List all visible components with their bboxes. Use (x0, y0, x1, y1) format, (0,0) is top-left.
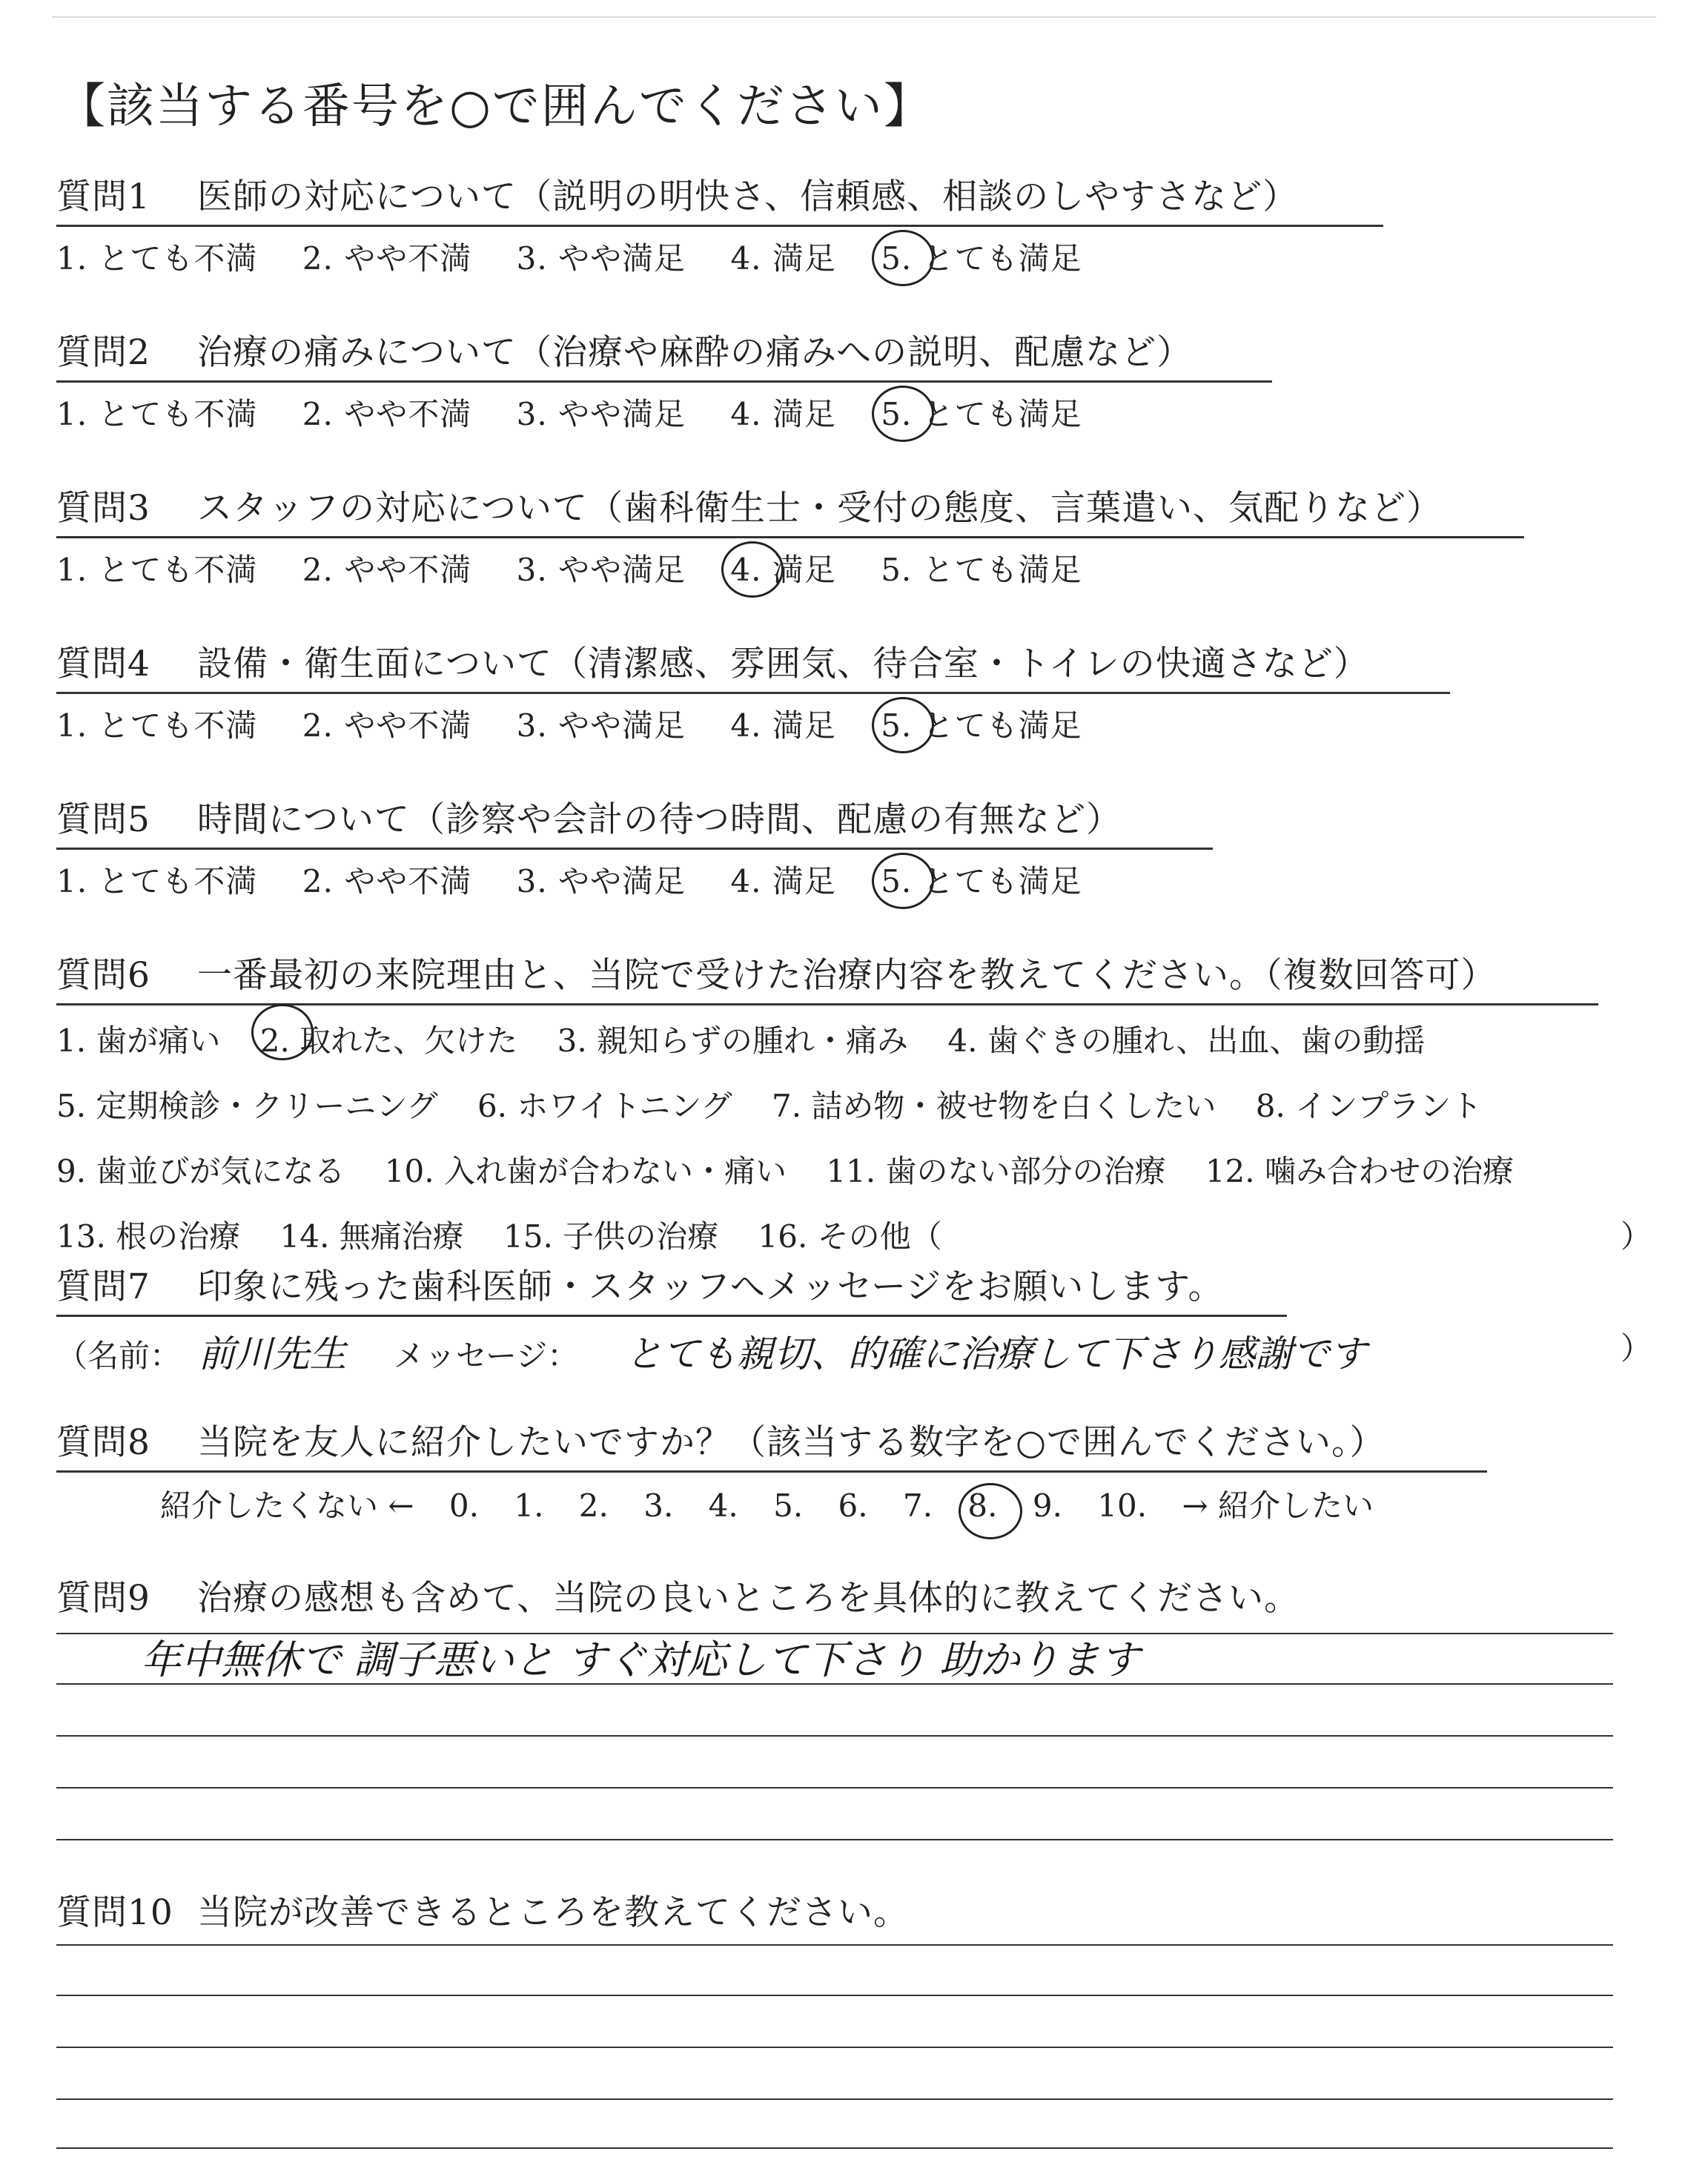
name-value[interactable]: 前川先生 (198, 1332, 347, 1375)
option-5-selected[interactable]: 5. とても満足 (881, 234, 1082, 279)
option-2[interactable]: 2. やや不満 (302, 863, 472, 899)
scale-4[interactable]: 4. (708, 1487, 738, 1524)
option-1[interactable]: 1. とても不満 (56, 707, 258, 744)
question-number: 質問5 (56, 799, 150, 840)
question-number: 質問1 (56, 176, 150, 217)
question-number: 質問2 (56, 332, 150, 373)
question-7 (56, 1259, 1652, 1376)
option-3[interactable]: 3. やや満足 (516, 863, 686, 899)
option-2[interactable]: 2. やや不満 (302, 552, 472, 588)
q9-answer[interactable]: 年中無休で 調子悪いと すぐ対応して下さり 助かります (141, 1636, 1140, 1683)
option-4[interactable]: 4. 満足 (730, 396, 836, 432)
message-label: メッセージ： (393, 1338, 579, 1374)
question-number: 質問4 (56, 644, 150, 684)
option-12[interactable]: 12. 噛み合わせの治療 (1205, 1153, 1514, 1189)
message-value[interactable]: とても親切、的確に治療して下さり感謝です (625, 1332, 1367, 1375)
option-1[interactable]: 1. とても不満 (56, 240, 258, 277)
question-text: 時間について（診察や会計の待つ時間、配慮の有無など） (197, 799, 1122, 840)
question-text: スタッフの対応について（歯科衛生士・受付の態度、言葉遣い、気配りなど） (197, 488, 1443, 529)
option-row (56, 1008, 1652, 1074)
option-9[interactable]: 9. 歯並びが気になる (56, 1153, 345, 1189)
option-4[interactable]: 4. 歯ぐきの腫れ、出血、歯の動揺 (947, 1023, 1426, 1059)
question-text: 設備・衛生面について（清潔感、雰囲気、待合室・トイレの快適さなど） (197, 644, 1369, 684)
option-4[interactable]: 4. 満足 (730, 707, 836, 744)
scale-10[interactable]: 10. (1097, 1487, 1148, 1524)
option-4-selected[interactable]: 4. 満足 (730, 546, 835, 590)
message-row (56, 1324, 1652, 1376)
option-1[interactable]: 1. とても不満 (56, 863, 258, 899)
rating-options (56, 701, 1450, 746)
question-number: 質問6 (56, 955, 150, 996)
question-6 (56, 948, 1652, 1269)
answer-line (56, 1839, 1613, 1840)
answer-line (56, 1633, 1613, 1634)
close-paren: ） (1620, 1218, 1652, 1255)
option-6[interactable]: 6. ホワイトニング (477, 1088, 732, 1124)
question-text: 印象に残った歯科医師・スタッフへメッセージをお願いします。 (197, 1266, 1224, 1307)
option-3[interactable]: 3. やや満足 (516, 707, 686, 744)
question-text: 医師の対応について（説明の明快さ、信頼感、相談のしやすさなど） (197, 176, 1299, 217)
referral-scale (160, 1482, 1487, 1526)
option-3[interactable]: 3. 親知らずの腫れ・痛み (557, 1023, 909, 1059)
option-7[interactable]: 7. 詰め物・被せ物を白くしたい (771, 1088, 1217, 1124)
question-number: 質問7 (56, 1266, 150, 1307)
answer-line (56, 1735, 1613, 1737)
question-text: 当院を友人に紹介したいですか？（該当する数字を○で囲んでください。） (197, 1422, 1386, 1463)
question-text: 一番最初の来院理由と、当院で受けた治療内容を教えてください。（複数回答可） (197, 955, 1497, 996)
question-10 (56, 1885, 909, 1935)
scale-5[interactable]: 5. (773, 1487, 804, 1524)
scale-0[interactable]: 0. (448, 1487, 479, 1524)
reason-options (56, 1008, 1652, 1269)
rating-options (56, 546, 1524, 590)
answer-line (56, 1683, 1613, 1685)
scale-6[interactable]: 6. (838, 1487, 868, 1524)
question-text: 当院が改善できるところを教えてください。 (197, 1892, 909, 1933)
scale-left-label: 紹介したくない ← (160, 1487, 414, 1524)
question-4 (56, 636, 1450, 746)
scale-9[interactable]: 9. (1032, 1487, 1062, 1524)
option-5-selected[interactable]: 5. とても満足 (881, 857, 1082, 902)
rating-options (56, 857, 1213, 902)
option-4[interactable]: 4. 満足 (730, 240, 836, 277)
option-15[interactable]: 15. 子供の治療 (503, 1218, 719, 1255)
option-2[interactable]: 2. やや不満 (302, 240, 472, 277)
top-divider (52, 16, 1656, 18)
answer-line (56, 2098, 1613, 2100)
answer-line (56, 1787, 1613, 1789)
option-5[interactable]: 5. とても満足 (881, 552, 1082, 588)
option-5-selected[interactable]: 5. とても満足 (881, 701, 1082, 746)
close-paren: ） (1620, 1330, 1652, 1367)
option-13[interactable]: 13. 根の治療 (56, 1218, 241, 1255)
option-1[interactable]: 1. とても不満 (56, 552, 258, 588)
scale-2[interactable]: 2. (578, 1487, 609, 1524)
question-8 (56, 1415, 1487, 1526)
question-9 (56, 1571, 1300, 1620)
option-14[interactable]: 14. 無痛治療 (279, 1218, 464, 1255)
option-3[interactable]: 3. やや満足 (516, 240, 686, 277)
instruction-header: 【該当する番号を○で囲んでください】 (58, 79, 933, 134)
question-number: 質問3 (56, 488, 150, 529)
question-2 (56, 325, 1272, 435)
option-11[interactable]: 11. 歯のない部分の治療 (826, 1153, 1166, 1189)
option-2[interactable]: 2. やや不満 (302, 707, 472, 744)
question-5 (56, 792, 1213, 902)
question-number: 質問9 (56, 1578, 150, 1619)
option-1[interactable]: 1. とても不満 (56, 396, 258, 432)
option-5[interactable]: 5. 定期検診・クリーニング (56, 1088, 438, 1124)
answer-line (56, 2147, 1613, 2149)
option-row (56, 1139, 1652, 1204)
scale-8-selected[interactable]: 8. (967, 1487, 998, 1524)
option-16[interactable]: 16. その他（ (758, 1218, 942, 1255)
option-2-selected[interactable]: 2. 取れた、欠けた (260, 1008, 517, 1074)
question-1 (56, 169, 1383, 279)
rating-options (56, 234, 1383, 279)
option-4[interactable]: 4. 満足 (730, 863, 836, 899)
name-label: （名前： (56, 1338, 182, 1374)
question-text: 治療の痛みについて（治療や麻酔の痛みへの説明、配慮など） (197, 332, 1193, 373)
scale-3[interactable]: 3. (643, 1487, 674, 1524)
scale-1[interactable]: 1. (514, 1487, 544, 1524)
option-3[interactable]: 3. やや満足 (516, 552, 686, 588)
option-3[interactable]: 3. やや満足 (516, 396, 686, 432)
option-2[interactable]: 2. やや不満 (302, 396, 472, 432)
option-8[interactable]: 8. インプラント (1255, 1088, 1483, 1124)
question-number: 質問10 (56, 1892, 173, 1933)
question-text: 治療の感想も含めて、当院の良いところを具体的に教えてください。 (197, 1578, 1300, 1619)
scale-7[interactable]: 7. (902, 1487, 933, 1524)
answer-line (56, 1944, 1613, 1946)
rating-options (56, 390, 1272, 435)
option-5-selected[interactable]: 5. とても満足 (881, 390, 1082, 435)
option-row (56, 1074, 1652, 1139)
answer-line (56, 2047, 1613, 2048)
question-3 (56, 480, 1524, 590)
option-1[interactable]: 1. 歯が痛い (56, 1023, 221, 1059)
question-number: 質問8 (56, 1422, 150, 1463)
option-10[interactable]: 10. 入れ歯が合わない・痛い (384, 1153, 787, 1189)
answer-line (56, 1995, 1613, 1996)
scale-right-label: → 紹介したい (1182, 1487, 1374, 1524)
